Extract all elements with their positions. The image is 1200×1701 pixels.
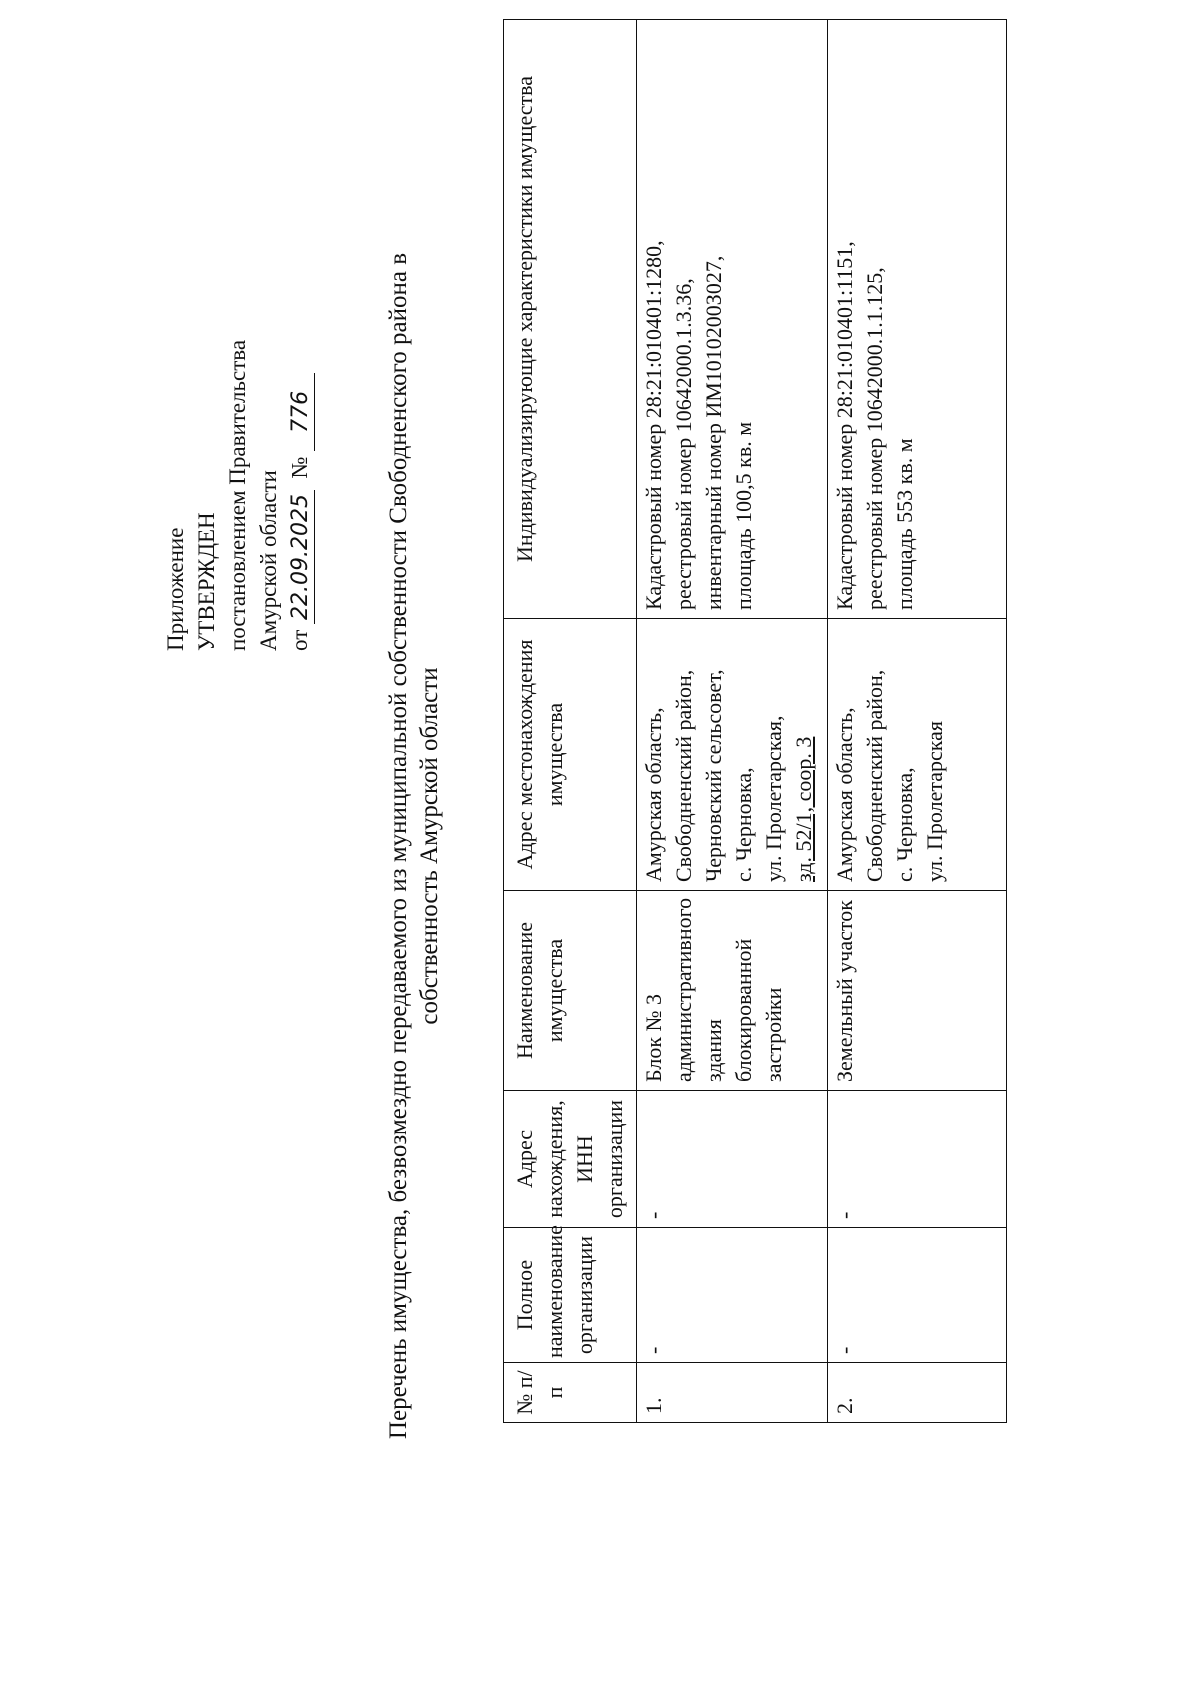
asset-address-line: Черновский сельсовет, [701, 669, 726, 882]
header-org-name: Полное наименование организации [504, 1228, 637, 1363]
asset-chars-line: площадь 553 кв. м [892, 438, 917, 610]
asset-address-line: ул. Пролетарская [922, 720, 947, 882]
decree-line: постановлением Правительства [225, 339, 250, 651]
asset-name-line: административного [671, 897, 696, 1082]
region-line: Амурской области [256, 470, 281, 651]
cell-org-address: - [637, 1091, 828, 1228]
asset-address-line: Амурская область, [832, 707, 857, 882]
assets-table [503, 19, 1007, 1423]
asset-address-line: Свободненский район, [862, 669, 887, 882]
approval-block [160, 340, 315, 651]
cell-org-name: - [637, 1228, 828, 1363]
number-label: № [287, 456, 312, 479]
asset-name-line: блокированной [731, 938, 756, 1082]
appendix-label: Приложение [163, 527, 188, 651]
asset-address-line: Амурская область, [641, 707, 666, 882]
asset-name-line: Блок № 3 [641, 994, 666, 1082]
header-asset-name: Наименование имущества [504, 891, 637, 1091]
asset-address-line: ул. Пролетарская, [761, 715, 786, 882]
date-prefix: от [287, 629, 312, 651]
cell-org-address: - [828, 1091, 1007, 1228]
header-num: № п/п [504, 1363, 637, 1423]
cell-asset-chars [637, 20, 828, 619]
asset-chars-line: реестровый номер 10642000.1.3.36, [671, 278, 696, 610]
asset-address-line: зд. 52/1, соор. 3 [791, 736, 816, 882]
table-header-row [504, 20, 637, 1423]
asset-address-line: Свободненский район, [671, 669, 696, 882]
asset-chars-line: Кадастровый номер 28:21:010401:1280, [641, 240, 666, 610]
date-number-line [284, 340, 315, 651]
approved-label: УТВЕРЖДЕН [194, 512, 219, 651]
asset-address-line: с. Черновка, [892, 767, 917, 882]
asset-chars-line: реестровый номер 10642000.1.1.125, [862, 267, 887, 610]
cell-num: 1. [637, 1363, 828, 1423]
document-title [383, 231, 445, 1461]
cell-asset-chars [828, 20, 1007, 619]
header-asset-chars: Индивидуализирующие характеристики имущества [504, 20, 637, 619]
asset-name-line: здания [701, 1019, 726, 1082]
cell-asset-name [828, 891, 1007, 1091]
cell-asset-address [637, 619, 828, 891]
table-row [828, 20, 1007, 1423]
asset-chars-line: инвентарный номер ИМ1010200З027, [701, 255, 726, 610]
asset-address-line: с. Черновка, [731, 767, 756, 882]
asset-chars-line: площадь 100,5 кв. м [731, 421, 756, 610]
table-row [637, 20, 828, 1423]
cell-asset-address [828, 619, 1007, 891]
asset-name-line: Земельный участок [832, 900, 857, 1082]
title-line-2: собственность Амурской области [416, 667, 443, 1025]
asset-chars-line: Кадастровый номер 28:21:010401:1151, [832, 241, 857, 610]
header-asset-address: Адрес местонахождения имущества [504, 619, 637, 891]
handwritten-date: 22.09.2025 [288, 490, 315, 624]
cell-asset-name [637, 891, 828, 1091]
title-line-1: Перечень имущества, безвозмездно передаваемого из муниципальной собственности Свободненского района в [385, 252, 412, 1440]
asset-name-line: застройки [761, 987, 786, 1082]
cell-org-name: - [828, 1228, 1007, 1363]
handwritten-number: 776 [288, 373, 315, 451]
header-org-address: Адрес нахождения, ИНН организации [504, 1091, 637, 1228]
cell-num: 2. [828, 1363, 1007, 1423]
